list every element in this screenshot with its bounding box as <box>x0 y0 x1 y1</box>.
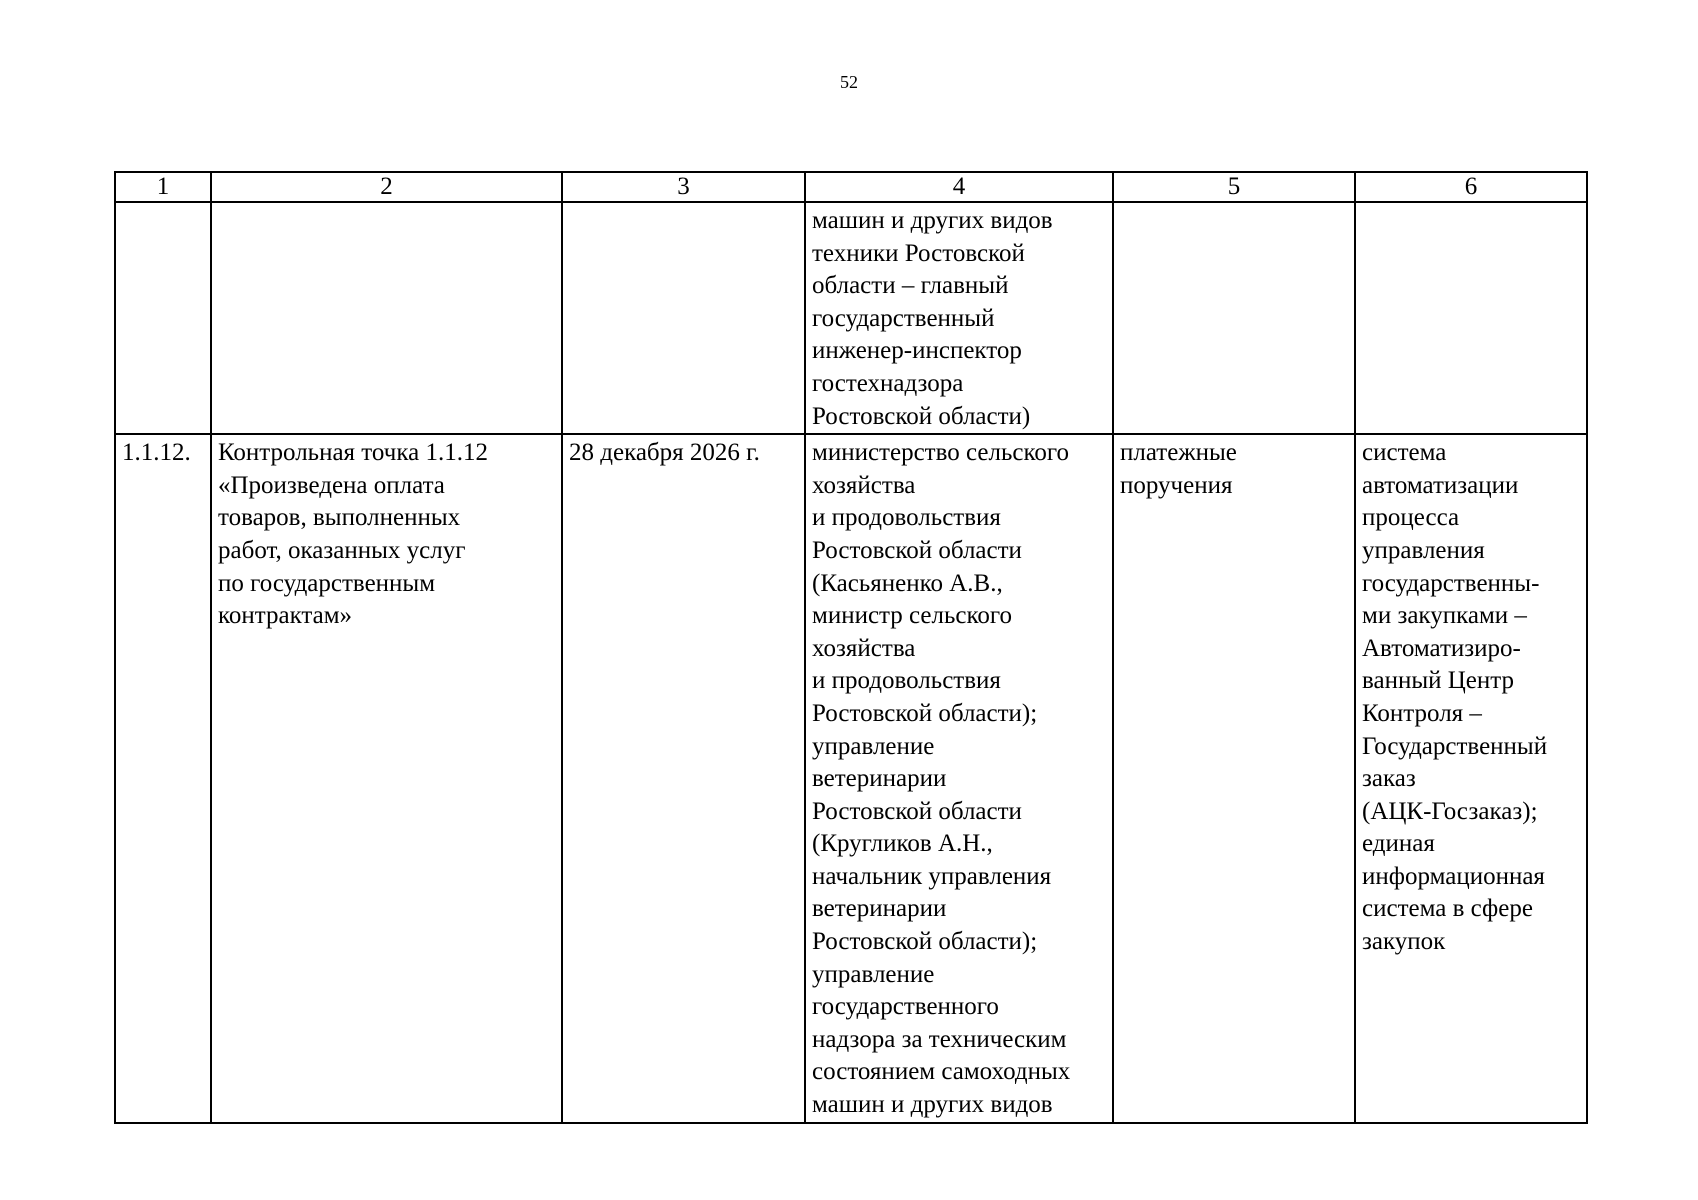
cell-system <box>1355 202 1587 434</box>
cell-date: 28 декабря 2026 г. <box>562 434 805 1122</box>
column-header-5: 5 <box>1113 172 1355 202</box>
column-header-3: 3 <box>562 172 805 202</box>
cell-number <box>115 202 211 434</box>
cell-date <box>562 202 805 434</box>
cell-system: система автоматизации процесса управления государственны- ми закупками – Автоматизиро- ванный Центр Контроля – Государственный заказ (АЦК-Госзаказ); единая информационная система в сфере закупок <box>1355 434 1587 1122</box>
cell-name: Контрольная точка 1.1.12 «Произведена оплата товаров, выполненных работ, оказанных услуг по государственным контрактам» <box>211 434 562 1122</box>
cell-document: платежные поручения <box>1113 434 1355 1122</box>
column-header-4: 4 <box>805 172 1113 202</box>
column-header-2: 2 <box>211 172 562 202</box>
plan-table <box>114 171 1588 1124</box>
cell-responsible: машин и других видов техники Ростовской области – главный государственный инженер-инспектор гостехнадзора Ростовской области) <box>805 202 1113 434</box>
cell-responsible: министерство сельского хозяйства и продовольствия Ростовской области (Касьяненко А.В., министр сельского хозяйства и продовольствия Ростовской области); управление ветеринарии Ростовской области (Кругликов А.Н., начальник управления ветеринарии Ростовской области); управление государственного надзора за техническим состоянием самоходных машин и других видов <box>805 434 1113 1122</box>
table-row-continuation <box>115 202 1587 434</box>
cell-name <box>211 202 562 434</box>
cell-document <box>1113 202 1355 434</box>
column-header-6: 6 <box>1355 172 1587 202</box>
table-header-row <box>115 172 1587 202</box>
column-header-1: 1 <box>115 172 211 202</box>
page-number: 52 <box>840 72 858 92</box>
table-row-1-1-12 <box>115 434 1587 1122</box>
cell-number: 1.1.12. <box>115 434 211 1122</box>
